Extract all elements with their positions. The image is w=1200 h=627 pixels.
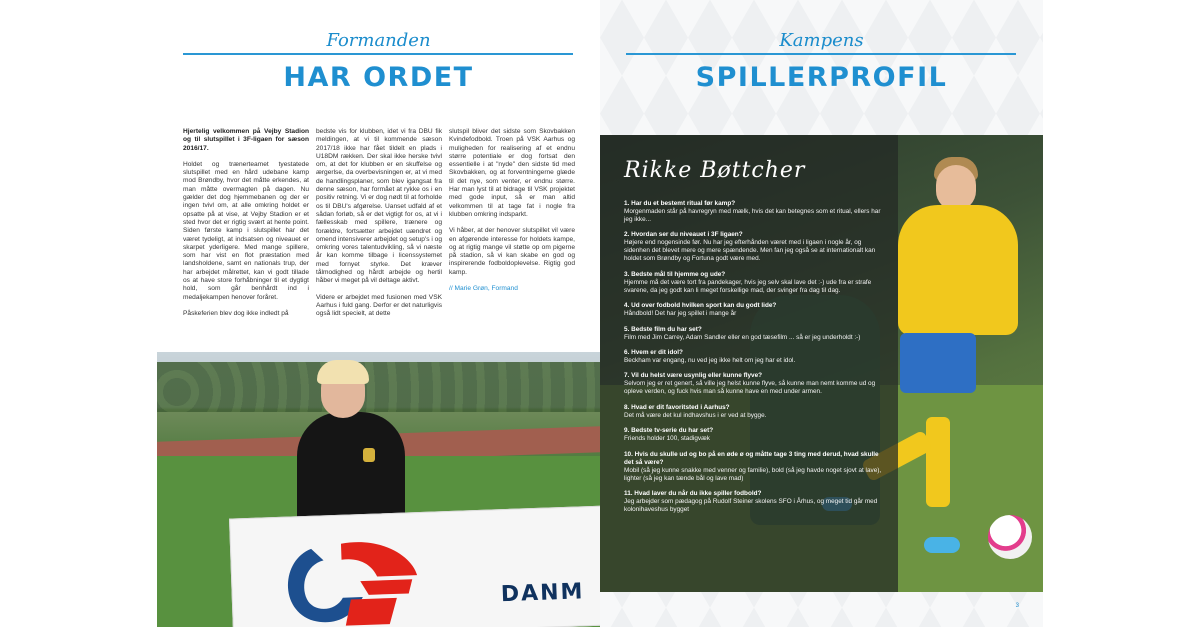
paragraph: Vi håber, at der henover slutspillet vil være en afgørende interesse for holdets kampe, og at rigtig mange vil støtte op om pigerne på stadion, så vi kan skabe en god og inspirerende fodboldoplevelse. Rigtig god kamp.: [449, 227, 575, 276]
intro-paragraph: Hjertelig velkommen på Vejby Stadion og til slutspillet i 3F-ligaen for sæson 2016/17.: [183, 128, 309, 152]
paragraph: Påskeferien blev dog ikke indledt på: [183, 309, 289, 317]
question: 1. Har du et bestemt ritual før kamp?: [624, 200, 736, 207]
left-page: [157, 0, 600, 627]
paragraph: slutspil bliver det sidste som Skovbakken Kvindefodbold. Troen på VSK Aarhus og muligheden for realisering af et endnu større potentiale er dog fortsat den essentielle i at "nyde" den sidste tid med Skovbakken, og at forventningerne glæde til det nye, som venter, er endnu større. Har man lyst til at bidrage til VSK projektet med gode input, så er man altid velkommen til at tage fat i nogle fra klubben omkring indsparkt.: [449, 128, 575, 218]
answer: Morgenmaden står på havregryn med mælk, hvis det kan betegnes som et ritual, ellers har jeg ikke...: [624, 208, 881, 223]
person-hair: [317, 360, 369, 384]
qa-item: [624, 490, 886, 514]
right-page: [600, 0, 1043, 627]
question: 10. Hvis du skulle ud og bo på en øde ø og måtte tage 3 ting med derud, hvad skulle det så være?: [624, 450, 879, 466]
text-column-3: [449, 128, 575, 301]
question: 11. Hvad laver du når du ikke spiller fodbold?: [624, 489, 762, 497]
question: 9. Bedste tv-serie du har set?: [624, 427, 714, 435]
left-rule: [183, 53, 573, 55]
yellow-shirt: [898, 205, 1018, 335]
answer: Mobil (så jeg kunne snakke med venner og familie), bold (så jeg havde noget sjovt at lave), lighter (så jeg kan tænde bål og lave mad): [624, 466, 882, 482]
answer: Det må være det kul indhavshus i er ved at bygge.: [624, 411, 767, 419]
answer: Beckham var engang, nu ved jeg ikke helt om jeg har et idol.: [624, 356, 796, 364]
qa-item: [624, 302, 886, 318]
question: 5. Bedste film du har set?: [624, 325, 702, 333]
answer: Film med Jim Carrey, Adam Sandler eller en god tæsefilm ... så er jeg underholdt :-): [624, 333, 861, 341]
qa-list: [624, 200, 886, 521]
blue-shorts: [900, 333, 976, 393]
football-icon: [988, 515, 1032, 559]
magazine-spread: [157, 0, 1043, 627]
qa-item: [624, 404, 886, 420]
text-column-2: [316, 128, 442, 327]
question: 3. Bedste mål til hjemme og ude?: [624, 270, 726, 278]
paragraph: Videre er arbejdet med fusionen med VSK Aarhus i fuld gang. Derfor er det naturligvis også lidt specielt, at dette: [316, 293, 442, 318]
answer: Hjemme må det være tort fra pandekager, hvis jeg selv skal lave det :-) ude fra er strafe svarene, da jeg godt kan li meget forskellige mad, der svinger fra dag til dag.: [624, 278, 872, 294]
3f-logo-icon: [271, 535, 424, 627]
answer: Selvom jeg er ret genert, så ville jeg helst kunne flyve, så kunne man nemt komme ud og opleve verden, og fuck hvis man så kunne have en med under armen.: [624, 380, 876, 396]
qa-item: [624, 271, 886, 295]
player-name: Rikke Bøttcher: [624, 158, 806, 183]
qa-item: [624, 372, 886, 396]
qa-item: [624, 427, 886, 443]
boot: [924, 537, 960, 553]
qa-item: [624, 326, 886, 342]
qa-item: [624, 451, 886, 483]
page-number: 3: [1015, 603, 1019, 609]
left-headline: HAR ORDET: [283, 62, 474, 93]
question: 6. Hvem er dit idol?: [624, 348, 683, 356]
qa-item: [624, 231, 886, 263]
right-rule: [626, 53, 1016, 55]
answer: Friends holder 100, stadigvæk: [624, 435, 710, 443]
question: 8. Hvad er dit favoritsted i Aarhus?: [624, 403, 730, 411]
right-headline: SPILLERPROFIL: [695, 62, 948, 93]
paragraph: bedste vis for klubben, idet vi fra DBU fik meldingen, at vi til kommende sæson 2017/18 ikke har fået tildelt en plads i U18DM rækken. Der skal ikke herske tvivl om, at det for klubben er en skuffelse og ærgerlse, da overbevisningen er, at vi med de handlingsplaner, som blev igangsat fra denne sæson, har formået at rykke os i en positiv retning. Vi er dog nødt til at forholde os til DBU's afgørelse. Uanset udfald af et sådan forløb, så er det vigtigt for os, at vi i fællesskab med spillere, trænere og forældre, fortsætter arbejdet uændret og omend intensiverer arbejdet og setup's i og omkring vores talentudvikling, så vi næste år kan komme tilbage i licenssystemet med fornyet styrke. Det kræver tålmodighed og hårdt arbejde og hertil håber vi meget på vil deltage aktivt.: [316, 128, 442, 285]
right-kicker: Kampens: [779, 30, 864, 51]
sponsor-sign: [229, 505, 600, 627]
signoff: // Marie Grøn, Formand: [449, 285, 518, 293]
answer: Håndbold! Det har jeg spillet i mange år: [624, 310, 737, 318]
photo-trees: [157, 362, 600, 412]
chairman-photo: [157, 352, 600, 627]
sign-text: DANM: [500, 579, 585, 608]
left-kicker: Formanden: [326, 30, 431, 51]
qa-item: [624, 200, 886, 224]
question: 2. Hvordan ser du niveauet i 3F ligaen?: [624, 231, 743, 239]
question: 7. Vil du helst være usynlig eller kunne flyve?: [624, 372, 763, 380]
answer: Jeg arbejder som pædagog på Rudolf Steiner skolens SFO i Århus, og meget tid går med kolonihaveshus bygget: [624, 497, 878, 513]
question: 4. Ud over fodbold hvilken sport kan du godt lide?: [624, 302, 777, 310]
qa-item: [624, 349, 886, 365]
sock: [926, 417, 950, 507]
text-column-1: [183, 128, 309, 326]
paragraph: Holdet og trænerteamet tyestatede slutspillet med en hård udebane kamp mod Brøndby, hvor det måtte erkendes, at man måtte overmagten på dagen. Nu gælder det dog hjemmebanen og der er ingen tvivl om, at alle omkring holdet er opsatte på at vise, at Vejby Stadion er et sted hvor det er rigtig svært at hente point. Siden første kamp i slutspillet har det været tydeligt, at indsatsen og niveauet er skarpet yderligere. Med mange spillere, som har vist en flot præstation med landsholdene, samt en nationals trup, der har arbejdet målrettet, kan vi godt tillade os at have store forhåbninger til et dygtigt hold, som går benhårdt ind i medaljekampen henover foråret.: [183, 160, 309, 301]
club-badge-icon: [363, 448, 375, 462]
answer: Højere end nogensinde før. Nu har jeg efterhånden været med i ligaen i nogle år, og sidenhen det blevet mere og mere spændende. Men fan jeg også se at internationalt kan holdet som Brøndby og Fortuna godt være med.: [624, 239, 876, 263]
